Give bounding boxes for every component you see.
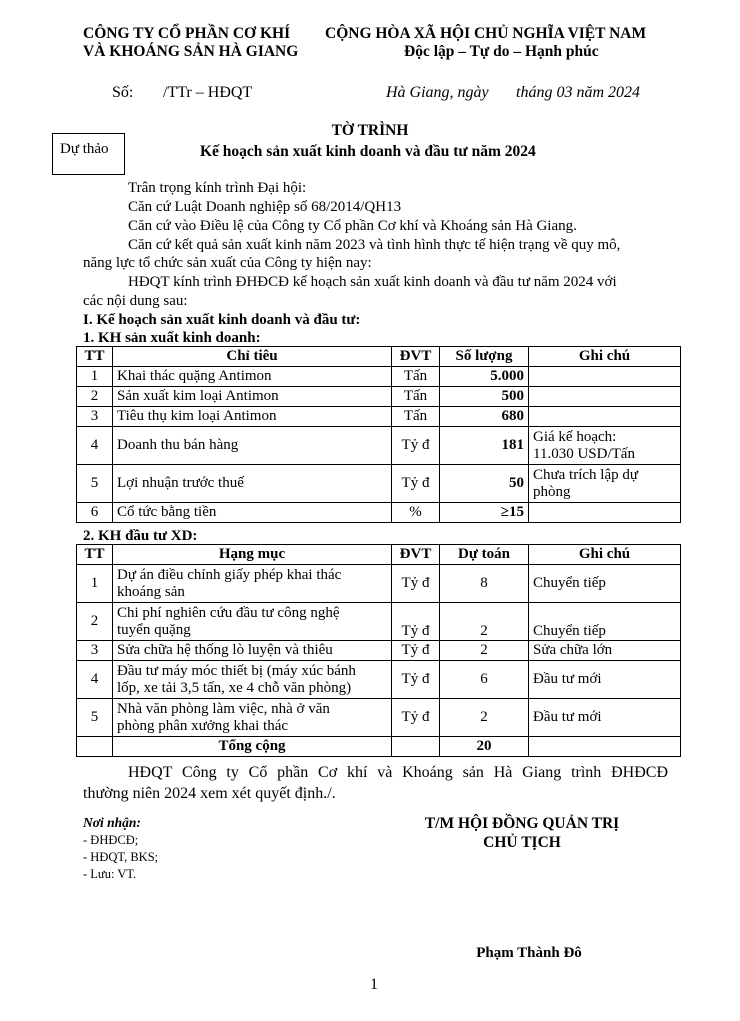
note-line: Chưa trích lập dự [533,466,638,483]
cell-estimate: 6 [440,661,529,699]
table-row [77,699,681,737]
intro-line1: HĐQT kính trình ĐHĐCĐ kế hoạch sản xuất kinh doanh và đầu tư năm 2024 với [128,274,617,290]
col-header-tt: TT [77,347,113,367]
cell-quantity: 680 [440,407,529,427]
subsection-1-heading: 1. KH sản xuất kinh doanh: [83,330,261,346]
table-row [77,387,681,407]
cell-note: Sửa chữa lớn [529,641,681,661]
cell-quantity: ≥15 [440,503,529,523]
table-header-row [77,545,681,565]
cell-estimate: 2 [440,603,529,641]
cell-note [529,465,681,503]
page-number: 1 [370,976,378,993]
cell-unit: Tấn [392,387,440,407]
cell-tt: 4 [77,427,113,465]
cell-note: Chuyển tiếp [529,603,681,641]
cell-quantity: 50 [440,465,529,503]
cell-item [113,603,392,641]
recipient-item: - HĐQT, BKS; [83,850,159,864]
cell-unit: Tỷ đ [392,661,440,699]
table-total-row [77,737,681,757]
cell-note [529,387,681,407]
total-label: Tổng cộng [113,737,392,757]
cell-tt: 6 [77,503,113,523]
cell-unit: Tấn [392,407,440,427]
cell-note [529,367,681,387]
investment-plan-table [76,544,681,757]
nation-motto-line2: Độc lập – Tự do – Hạnh phúc [404,43,599,60]
cell-unit: Tỷ đ [392,603,440,641]
company-name-line1: CÔNG TY CỔ PHẦN CƠ KHÍ [83,25,291,42]
place-date-part1: Hà Giang, ngày [386,84,489,101]
cell-note: Đầu tư mới [529,661,681,699]
cell-unit: Tỷ đ [392,699,440,737]
document-subtitle: Kế hoạch sản xuất kinh doanh và đầu tư năm 2024 [200,143,536,160]
item-line: khoáng sản [117,583,185,600]
table-row [77,427,681,465]
cell-tt: 4 [77,661,113,699]
cell-unit: Tỷ đ [392,465,440,503]
draft-stamp-box [52,133,125,175]
cell-tt [77,737,113,757]
cell-note [529,503,681,523]
item-line: lốp, xe tải 3,5 tấn, xe 4 chỗ văn phòng) [117,679,352,696]
cell-note: Đầu tư mới [529,699,681,737]
table-row [77,603,681,641]
closing-line1: HĐQT Công ty Cổ phần Cơ khí và Khoáng sản Hà Giang trình ĐHĐCĐ [128,764,668,781]
cell-indicator: Tiêu thụ kim loại Antimon [113,407,392,427]
cell-quantity: 181 [440,427,529,465]
signature-title: T/M HỘI ĐỒNG QUẢN TRỊ [424,815,620,832]
cell-tt: 5 [77,699,113,737]
salutation: Trân trọng kính trình Đại hội: [128,180,307,196]
col-header-indicator: Chỉ tiêu [113,347,392,367]
cell-indicator: Cổ tức bằng tiền [113,503,392,523]
cell-item [113,565,392,603]
table-row [77,465,681,503]
table-row [77,661,681,699]
recipients-title: Nơi nhận: [83,815,141,830]
table-header-row [77,347,681,367]
cell-item [113,699,392,737]
signature-position: CHỦ TỊCH [483,834,561,851]
cell-indicator: Khai thác quặng Antimon [113,367,392,387]
note-line: Giá kế hoạch: [533,428,617,445]
cell-estimate: 8 [440,565,529,603]
recipient-item: - Lưu: VT. [83,867,137,881]
cell-item [113,661,392,699]
item-line: tuyển quặng [117,621,191,638]
cell-item: Sửa chữa hệ thống lò luyện và thiêu [113,641,392,661]
item-line: Chi phí nghiên cứu đầu tư công nghệ [117,604,340,621]
doc-number-label: Số: [112,84,134,101]
col-header-estimate: Dự toán [440,545,529,565]
legal-basis-3-line1: Căn cứ kết quả sản xuất kinh năm 2023 và tình hình thực tế hiện trạng về quy mô, [128,237,621,253]
col-header-item: Hạng mục [113,545,392,565]
place-date-part2: tháng 03 năm 2024 [516,84,640,101]
cell-indicator: Sản xuất kim loại Antimon [113,387,392,407]
document-title: TỜ TRÌNH [331,122,409,139]
col-header-quantity: Số lượng [440,347,529,367]
subsection-2-heading: 2. KH đầu tư XD: [83,528,198,544]
recipient-item: - ĐHĐCĐ; [83,833,139,847]
cell-tt: 2 [77,387,113,407]
cell-unit: Tỷ đ [392,427,440,465]
cell-quantity: 5.000 [440,367,529,387]
note-line: 11.030 USD/Tấn [533,445,635,462]
cell-tt: 3 [77,407,113,427]
cell-quantity: 500 [440,387,529,407]
cell-estimate: 2 [440,699,529,737]
table-row [77,565,681,603]
section-1-heading: I. Kế hoạch sản xuất kinh doanh và đầu tư: [83,312,361,328]
business-plan-table [76,346,681,523]
closing-line2: thường niên 2024 xem xét quyết định./. [83,785,336,802]
cell-note [529,737,681,757]
cell-note [529,407,681,427]
cell-note: Chuyển tiếp [529,565,681,603]
table-row [77,503,681,523]
cell-tt: 3 [77,641,113,661]
col-header-unit: ĐVT [392,545,440,565]
col-header-note: Ghi chú [529,545,681,565]
item-line: phòng phân xưởng khai thác [117,717,289,734]
company-name-line2: VÀ KHOÁNG SẢN HÀ GIANG [83,43,299,60]
table-row [77,367,681,387]
nation-motto-line1: CỘNG HÒA XÃ HỘI CHỦ NGHĨA VIỆT NAM [325,25,647,42]
cell-note [529,427,681,465]
cell-unit: Tỷ đ [392,641,440,661]
col-header-note: Ghi chú [529,347,681,367]
col-header-unit: ĐVT [392,347,440,367]
legal-basis-2: Căn cứ vào Điều lệ của Công ty Cổ phần Cơ khí và Khoáng sản Hà Giang. [128,218,577,234]
cell-estimate: 2 [440,641,529,661]
col-header-tt: TT [77,545,113,565]
draft-label: Dự thảo [60,141,109,157]
legal-basis-3-line2: năng lực tổ chức sản xuất của Công ty hiện nay: [83,255,372,271]
cell-tt: 1 [77,565,113,603]
legal-basis-1: Căn cứ Luật Doanh nghiệp số 68/2014/QH13 [128,199,402,215]
cell-unit: % [392,503,440,523]
signer-name: Phạm Thành Đô [476,945,582,961]
cell-unit: Tỷ đ [392,565,440,603]
cell-indicator: Doanh thu bán hàng [113,427,392,465]
cell-unit: Tấn [392,367,440,387]
table-row [77,641,681,661]
item-line: Nhà văn phòng làm việc, nhà ở văn [117,700,330,717]
total-value: 20 [440,737,529,757]
cell-tt: 5 [77,465,113,503]
doc-number-code: /TTr – HĐQT [163,84,253,101]
cell-unit [392,737,440,757]
intro-line2: các nội dung sau: [83,293,188,309]
item-line: Dự án điều chỉnh giấy phép khai thác [117,566,342,583]
item-line: Đầu tư máy móc thiết bị (máy xúc bánh [117,662,356,679]
note-line: phòng [533,483,571,500]
cell-indicator: Lợi nhuận trước thuế [113,465,392,503]
table-row [77,407,681,427]
cell-tt: 2 [77,603,113,641]
cell-tt: 1 [77,367,113,387]
